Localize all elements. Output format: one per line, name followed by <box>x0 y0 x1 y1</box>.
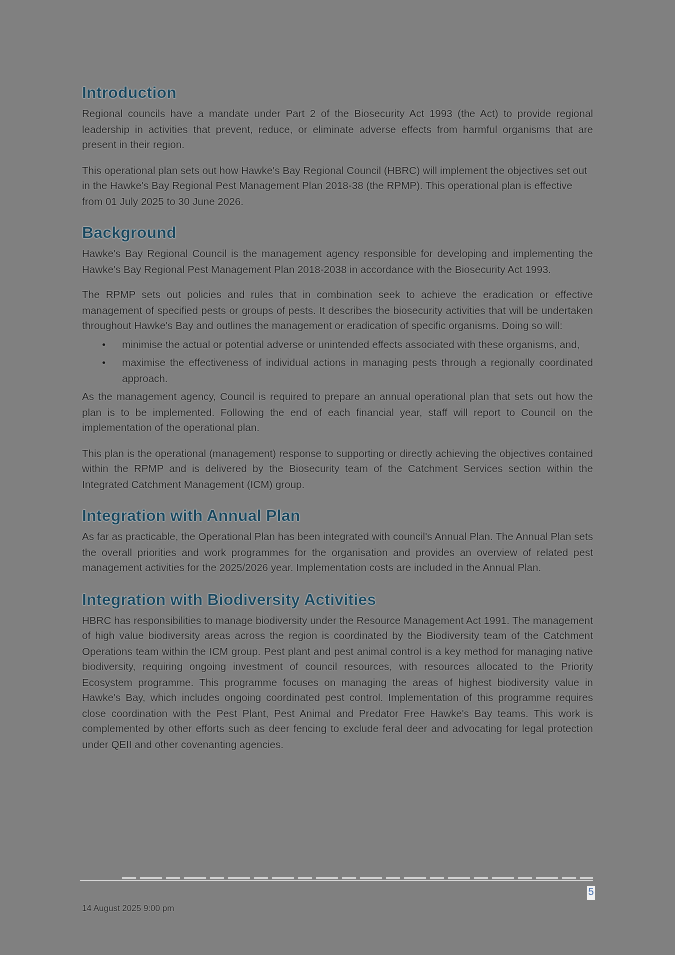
annual-plan-paragraph: As far as practicable, the Operational Plan has been integrated with council's Annual Plan. The Annual Plan sets the overall priorities and work programmes for the organisation and provides an overview of related pest management activities for the 2025/2026 year. Implementation costs are included in the Annual Plan. <box>82 532 593 574</box>
section-biodiversity <box>82 591 593 754</box>
background-paragraph-4: This plan is the operational (management) response to supporting or directly achieving the objectives contained within the RPMP and is delivered by the Biosecurity team of the Catchment Services section within the Integrated Catchment Management (ICM) group. <box>82 448 593 491</box>
footer-divider <box>80 880 593 881</box>
bullet-icon: • <box>102 358 106 369</box>
section-annual-plan <box>82 507 593 577</box>
intro-paragraph-2: This operational plan sets out how Hawke's Bay Regional Council (HBRC) will implement the objectives set out in the Hawke's Bay Regional Pest Management Plan 2018-38 (the RPMP). This operational plan is effective from 01 July 2025 to 30 June 2026. <box>82 165 588 208</box>
heading-biodiversity: Integration with Biodiversity Activities <box>82 591 377 609</box>
background-paragraph-1: Hawke's Bay Regional Council is the management agency responsible for developing and implementing the Hawke's Bay Regional Pest Management Plan 2018-2038 in accordance with the Biosecurity Act 1993. <box>82 249 593 276</box>
intro-paragraph-1: Regional councils have a mandate under Part 2 of the Biosecurity Act 1993 (the Act) to provide regional leadership in activities that prevent, reduce, or eliminate adverse effects from harmful organisms that are present in their region. <box>82 109 593 151</box>
background-bullet-list <box>82 338 593 388</box>
bullet-text: maximise the effectiveness of individual actions in managing pests through a regionally coordinated approach. <box>122 358 593 385</box>
list-item <box>82 338 593 354</box>
document-page <box>82 84 593 753</box>
page-number: 5 <box>588 887 594 898</box>
list-item <box>82 356 593 387</box>
heading-introduction: Introduction <box>82 85 177 102</box>
biodiversity-paragraph: HBRC has responsibilities to manage biodiversity under the Resource Management Act 1991. The management of high value biodiversity areas across the region is coordinated by the Biodiversity team of the Catchment Operations team within the ICM group. Pest plant and pest animal control is a key method for managing native biodiversity, requiring ongoing investment of council resources, with resources allocated to the Priority Ecosystem programme. This programme focuses on managing the areas of highest biodiversity value in Hawke's Bay, which includes ongoing coordinated pest control. Implementation of this programme requires close coordination with the Pest Plant, Pest Animal and Predator Free Hawke's Bay teams. This work is complemented by other efforts such as deer fencing to exclude feral deer and advocating for legal protection under QEII and other covenanting agencies. <box>82 615 593 751</box>
footer-date: 14 August 2025 9:00 pm <box>82 903 175 913</box>
section-background <box>82 224 593 493</box>
heading-background: Background <box>82 225 177 242</box>
background-paragraph-2: The RPMP sets out policies and rules that in combination seek to achieve the eradication or effective management of specified pests or groups of pests. It describes the biosecurity activities that will be undertaken throughout Hawke's Bay and outlines the management or eradication of specific organisms. Doing so will: <box>82 290 593 332</box>
bullet-icon: • <box>102 339 106 351</box>
footer-faint-text <box>122 877 593 879</box>
section-introduction <box>82 84 593 210</box>
bullet-text: minimise the actual or potential adverse or unintended effects associated with these organisms, and, <box>122 339 580 351</box>
heading-annual-plan: Integration with Annual Plan <box>82 508 301 525</box>
background-paragraph-3: As the management agency, Council is required to prepare an annual operational plan that sets out how the plan is to be implemented. Following the end of each financial year, staff will report to Council on the implementation of the operational plan. <box>82 392 593 434</box>
